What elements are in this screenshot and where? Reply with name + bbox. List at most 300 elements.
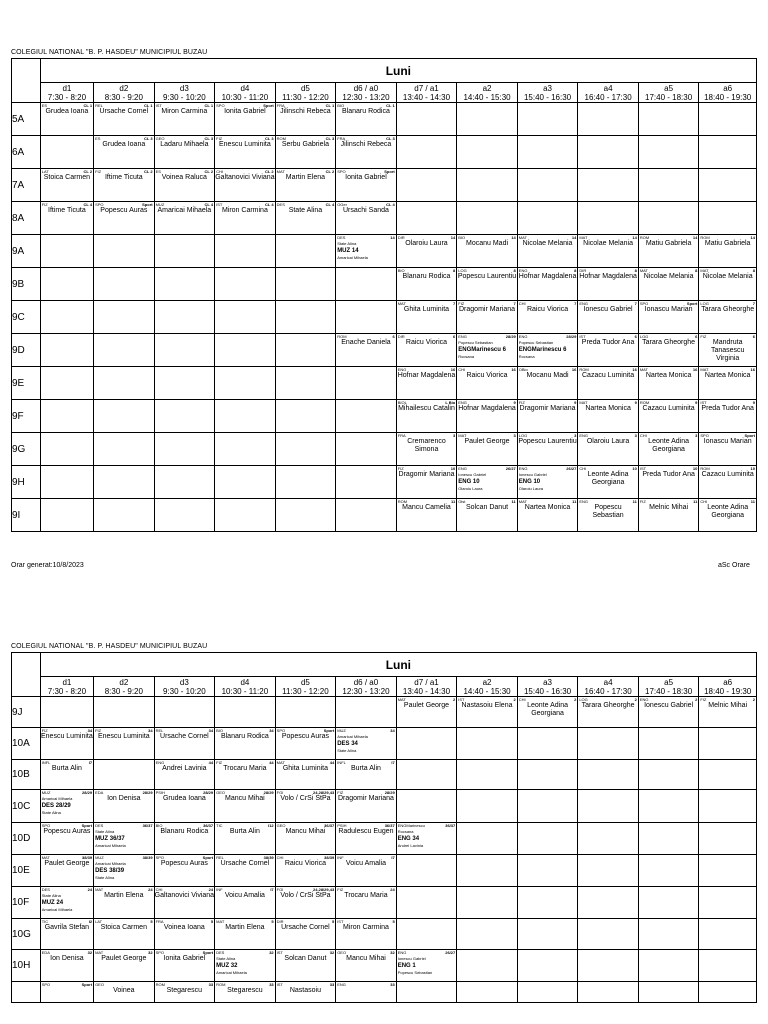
lesson-cell[interactable] [397,335,457,366]
lesson-slot [154,301,215,334]
period-header [336,677,397,697]
lesson-cell[interactable] [41,791,93,822]
lesson-slot [336,136,397,169]
lesson-cell[interactable] [397,467,457,498]
lesson-cell[interactable] [41,729,93,759]
lesson-cell[interactable] [518,236,578,267]
lesson-cell[interactable] [518,467,578,498]
lesson-cell[interactable] [336,856,396,886]
lesson-cell[interactable] [276,104,336,135]
lesson-cell[interactable] [41,983,93,1002]
lesson-slot [517,697,578,728]
lesson-slot [40,202,93,235]
lesson-cell[interactable] [639,467,699,498]
lesson-cell[interactable] [336,203,396,234]
lesson-cell[interactable] [276,856,336,886]
teacher-name: Ursache Cornel [220,859,270,867]
teacher-name: Raicu Viorica [405,338,448,346]
lesson-slot [154,760,215,790]
teacher-name: Ursache Cornel [281,923,330,931]
lesson-cell[interactable] [457,269,517,300]
lesson-cell[interactable] [155,170,215,201]
class-name: 9F [12,400,41,433]
lesson-cell[interactable] [699,302,756,333]
lesson-cell[interactable] [336,236,396,267]
lesson-slot [578,169,639,202]
teacher-name: Stoica Carmen [43,173,91,181]
lesson-slot [94,855,155,887]
subject-code: SPO [41,823,51,828]
teacher-sub: Andrei Lavinia [397,842,424,848]
lesson-cell[interactable] [397,302,457,333]
lesson-cell[interactable] [215,856,275,886]
lesson-cell[interactable] [639,500,699,531]
teacher-name: Matiu Gabriela [704,239,751,247]
lesson-cell[interactable] [336,104,396,135]
lesson-cell[interactable] [578,467,638,498]
lesson-cell[interactable] [41,761,93,789]
lesson-cell[interactable] [578,302,638,333]
lesson-cell[interactable] [457,467,517,498]
teacher-name: Blanaru Rodica [342,107,390,115]
lesson-cell[interactable] [699,500,756,531]
group-code: CL 4 [83,202,93,207]
lesson-cell[interactable] [699,269,756,300]
lesson-cell[interactable] [639,401,699,432]
subject-code: MAT [518,499,527,504]
period-header [154,83,215,103]
subject-code: DES [276,202,285,207]
lesson-cell[interactable] [639,269,699,300]
teacher-name: Mihailescu Catalin [398,404,455,412]
lesson-slot [275,499,336,532]
lesson-slot [94,235,155,268]
lesson-slot [638,433,699,466]
lesson-slot [396,697,457,728]
lesson-cell[interactable] [336,170,396,201]
lesson-cell[interactable] [155,203,215,234]
lesson-cell[interactable] [578,434,638,465]
lesson-cell[interactable] [155,983,215,1002]
group-code: 6 [634,334,637,339]
teacher-name: Popescu Laurentiu [457,272,517,280]
teacher-name: Burta Alin [350,764,381,772]
lesson-slot [154,433,215,466]
lesson-cell[interactable] [639,368,699,399]
lesson-slot [638,400,699,433]
period-time: 16:40 - 17:30 [584,92,632,102]
teacher-name: Blanaru Rodica [220,732,269,740]
period-time: 9:30 - 10:20 [163,92,206,102]
lesson-slot [578,919,639,950]
lesson-cell[interactable] [397,824,457,854]
period-header [215,83,276,103]
lesson-slot [154,202,215,235]
lesson-cell[interactable] [457,302,517,333]
lesson-cell[interactable] [276,888,336,918]
lesson-cell[interactable] [215,824,275,854]
lesson-cell[interactable] [155,920,215,949]
lesson-cell[interactable] [336,335,396,366]
group-code: 16 [632,367,637,372]
period-label: d4 [240,677,250,687]
lesson-cell[interactable] [276,729,336,759]
lesson-slot [699,334,757,367]
teacher-name: Nartea Monica [585,404,631,412]
lesson-cell[interactable] [397,951,457,981]
lesson-cell[interactable] [155,824,215,854]
lesson-cell[interactable] [397,368,457,399]
lesson-cell[interactable] [336,791,396,822]
lesson-cell[interactable] [518,335,578,366]
lesson-slot [517,433,578,466]
subject-code: TIC [216,823,223,828]
group-code: CL 3 [265,136,274,141]
subject-code: GEO [155,136,165,141]
lesson-cell[interactable] [457,236,517,267]
lesson-cell[interactable] [215,791,275,822]
lesson-cell[interactable] [276,137,336,168]
group-code: 32 [269,950,274,955]
lesson-cell[interactable] [397,434,457,465]
group-code: 3 [453,433,456,438]
lesson-slot [638,760,699,790]
teacher-name: Ionita Gabriel [345,173,387,181]
lesson-cell[interactable] [155,951,215,981]
teacher-name: Leonte Adina Georgiana [707,503,749,519]
class-row [12,919,757,950]
subject-code: ROM [216,982,226,987]
subject-code: INFL [337,760,346,765]
group-code: 2 [453,697,456,702]
class-name: 10H [12,950,41,982]
lesson-cell[interactable] [276,920,336,949]
lesson-slot [699,169,757,202]
lesson-cell[interactable] [457,401,517,432]
subject-code: DIR [397,235,405,240]
lesson-cell[interactable] [518,401,578,432]
lesson-cell[interactable] [41,856,93,886]
lesson-cell[interactable] [155,761,215,789]
lesson-cell[interactable] [578,335,638,366]
subject-code: ES [155,169,161,174]
lesson-cell[interactable] [94,824,154,854]
subject-code: FRA [397,433,406,438]
teacher-name: Hofnar Magdalena [579,272,637,280]
period-label: a4 [603,83,613,93]
lesson-cell[interactable] [276,170,336,201]
lesson-slot [336,367,397,400]
lesson-slot [517,466,578,499]
subject-code: ENG [458,334,467,339]
teacher-name: Popescu Auras [100,206,148,214]
lesson-slot [699,103,757,136]
teacher-name: Ionescu Gabriel [644,701,694,709]
lesson-cell[interactable] [518,302,578,333]
lesson-cell[interactable] [699,434,756,465]
subject-code: ENG [579,499,588,504]
lesson-cell[interactable] [518,500,578,531]
lesson-cell[interactable] [215,104,275,135]
lesson-cell[interactable] [41,203,93,234]
lesson-slot [638,950,699,982]
lesson-slot [154,400,215,433]
lesson-cell[interactable] [336,729,396,759]
lesson-cell[interactable] [155,791,215,822]
lesson-slot [638,887,699,919]
period-header [699,677,757,697]
period-time: 12:30 - 13:20 [342,686,390,696]
period-label: d1 [62,83,72,93]
group-code: CL 3 [386,136,395,141]
subject-code: MAT [579,235,588,240]
lesson-cell[interactable] [41,888,93,918]
lesson-slot [396,823,457,855]
lesson-slot [154,466,215,499]
class-row [12,790,757,823]
lesson-slot [94,367,155,400]
school-title: COLEGIUL NATIONAL "B. P. HASDEU" MUNICIPIUL BUZAU [11,49,208,56]
lesson-slot [638,268,699,301]
lesson-cell[interactable] [155,104,215,135]
group-code: 44 [329,760,335,765]
second-subject: MUZ 32 [216,962,238,969]
lesson-cell[interactable] [578,269,638,300]
teacher-name: Ionascu Marian [703,437,752,445]
group-code: CL 1 [204,103,214,108]
teacher-name: Popescu Auras [281,732,329,740]
period-header [578,677,639,697]
lesson-cell[interactable] [336,920,396,949]
teacher-name: Stegarescu [166,986,203,994]
lesson-cell[interactable] [94,920,154,949]
subject-code: ENG [397,367,407,372]
lesson-slot [94,919,155,950]
lesson-slot [699,728,757,760]
lesson-cell[interactable] [215,920,275,949]
lesson-slot [275,433,336,466]
lesson-cell[interactable] [276,824,336,854]
period-header [396,83,457,103]
lesson-cell[interactable] [457,698,517,727]
lesson-cell[interactable] [397,236,457,267]
teacher-name: Mocanu Madi [466,239,509,247]
lesson-cell[interactable] [457,434,517,465]
teacher-name: Preda Tudor Ana [581,338,635,346]
teacher-sub: State Alina [95,874,115,880]
lesson-slot [517,855,578,887]
lesson-cell[interactable] [457,500,517,531]
lesson-slot [638,136,699,169]
lesson-cell[interactable] [94,729,154,759]
lesson-cell[interactable] [336,761,396,789]
lesson-cell[interactable] [578,236,638,267]
lesson-cell[interactable] [94,170,154,201]
lesson-slot [215,823,276,855]
lesson-cell[interactable] [336,951,396,981]
lesson-cell[interactable] [699,401,756,432]
lesson-cell[interactable] [41,824,93,854]
group-code: CL 2 [143,169,153,174]
period-label: d5 [300,83,310,93]
subject-code: MAT [41,855,50,860]
group-code: 11 [632,499,637,504]
teacher-sub: Amaricai Mihaela [95,842,126,848]
corner-cell [12,59,41,103]
lesson-cell[interactable] [94,104,154,135]
lesson-cell[interactable] [518,698,578,727]
lesson-cell[interactable] [155,856,215,886]
lesson-slot [517,235,578,268]
subject-code: BIO [337,103,345,108]
lesson-cell[interactable] [94,137,154,168]
lesson-slot [699,697,757,728]
subject-code: MAT [276,760,285,765]
lesson-cell[interactable] [397,500,457,531]
timetable-grid [11,58,757,532]
lesson-cell[interactable] [215,951,275,981]
lesson-cell[interactable] [215,729,275,759]
lesson-cell[interactable] [397,401,457,432]
lesson-cell[interactable] [41,170,93,201]
period-header [40,83,93,103]
lesson-cell[interactable] [336,137,396,168]
teacher-name: Ursache Cornel [99,107,149,115]
subject-code: FGI [276,887,284,892]
subject-code: GEO [276,823,286,828]
lesson-slot [699,887,757,919]
lesson-cell[interactable] [639,302,699,333]
lesson-cell[interactable] [639,335,699,366]
lesson-cell[interactable] [457,368,517,399]
lesson-cell[interactable] [699,236,756,267]
subject-code: FIZ [700,697,707,702]
lesson-cell[interactable] [215,203,275,234]
lesson-cell[interactable] [578,368,638,399]
group-code: 36/37 [203,823,214,828]
group-code: 32 [390,950,395,955]
subject-code: MAT [216,919,225,924]
lesson-cell[interactable] [699,698,756,727]
lesson-cell[interactable] [397,698,457,727]
class-name: 9D [12,334,41,367]
lesson-cell[interactable] [41,920,93,949]
teacher-sub: Amaricai Mihaela [337,254,368,260]
subject-code: FIZ [337,887,344,892]
subject-code: FRA [155,919,164,924]
lesson-slot [336,887,397,919]
lesson-cell[interactable] [94,888,154,918]
lesson-cell[interactable] [276,791,336,822]
lesson-slot [638,169,699,202]
lesson-cell[interactable] [215,888,275,918]
lesson-cell[interactable] [699,335,756,366]
lesson-cell[interactable] [276,951,336,981]
lesson-slot [154,334,215,367]
lesson-slot [215,919,276,950]
teacher-name: Galtanovici Viviana [154,891,215,899]
group-code: 38/39 [82,855,93,860]
group-code: 34 [390,728,395,733]
lesson-cell[interactable] [578,698,638,727]
lesson-cell[interactable] [94,791,154,822]
lesson-cell[interactable] [215,983,275,1002]
subject-code: MUZ [155,202,165,207]
lesson-cell[interactable] [155,888,215,918]
lesson-cell[interactable] [457,335,517,366]
lesson-cell[interactable] [276,761,336,789]
class-name: 10D [12,823,41,855]
lesson-cell[interactable] [639,236,699,267]
lesson-cell[interactable] [94,856,154,886]
lesson-slot [275,466,336,499]
lesson-cell[interactable] [578,500,638,531]
second-subject: MUZ 36/37 [95,835,125,842]
lesson-cell[interactable] [336,824,396,854]
class-row [12,433,757,466]
lesson-cell[interactable] [41,951,93,981]
second-subject: DES 34 [337,740,358,747]
lesson-slot [94,301,155,334]
teacher-name: Hofnar Magdalena [397,371,456,379]
group-code: Sport [81,982,93,987]
lesson-cell[interactable] [215,137,275,168]
lesson-cell[interactable] [94,203,154,234]
lesson-cell[interactable] [276,983,336,1002]
lesson-cell[interactable] [215,170,275,201]
group-code: I2 [88,919,93,924]
group-code: 5 [271,919,274,924]
group-code: 44 [269,760,274,765]
teacher-name: Solcan Danut [466,503,509,511]
lesson-cell[interactable] [397,269,457,300]
subject-code: MUZ [41,790,51,795]
lesson-cell[interactable] [276,203,336,234]
group-code: 2 [695,697,698,702]
lesson-cell[interactable] [639,698,699,727]
lesson-slot [638,728,699,760]
lesson-cell[interactable] [518,434,578,465]
lesson-cell[interactable] [336,983,396,1002]
lesson-cell[interactable] [639,434,699,465]
lesson-cell[interactable] [518,269,578,300]
lesson-cell[interactable] [336,888,396,918]
teacher-name: Nicolae Melania [583,239,633,247]
lesson-cell[interactable] [518,368,578,399]
lesson-cell[interactable] [699,368,756,399]
lesson-cell[interactable] [94,951,154,981]
teacher-name: Serbu Gabriela [281,140,329,148]
period-time: 17:40 - 18:30 [645,92,693,102]
group-code: 11 [451,499,456,504]
group-code: CL 4 [204,202,214,207]
lesson-cell[interactable] [578,401,638,432]
lesson-cell[interactable] [215,761,275,789]
teacher-name: Ion Denisa [50,954,84,962]
period-time: 12:30 - 13:20 [342,92,390,102]
second-subject: ENG 10 [518,478,541,485]
lesson-slot [94,268,155,301]
lesson-cell[interactable] [41,104,93,135]
lesson-slot [699,202,757,235]
period-label: d7 / a1 [414,83,439,93]
subject-code: LAT [95,919,103,924]
lesson-cell[interactable] [155,137,215,168]
lesson-cell[interactable] [94,983,154,1002]
subject-code: BIO [397,268,405,273]
lesson-cell[interactable] [155,729,215,759]
lesson-cell[interactable] [699,467,756,498]
